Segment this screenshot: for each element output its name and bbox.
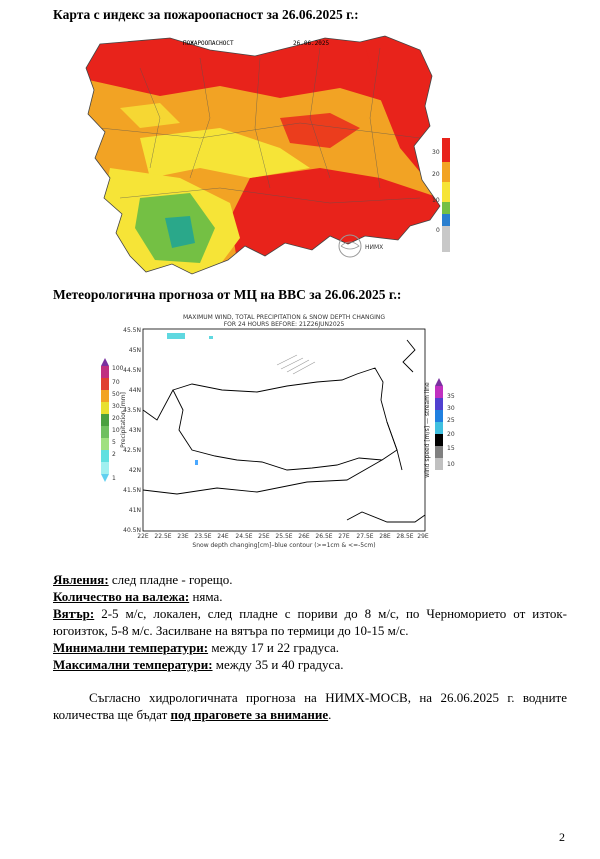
precip-legend-30: 30	[112, 403, 120, 410]
wind-line	[53, 605, 567, 639]
wind-label: Вятър:	[53, 606, 95, 621]
wind-axis-label: wind speed [m/s] — stream line	[424, 382, 431, 478]
fire-danger-map	[80, 28, 460, 278]
lat-tick: 43N	[128, 427, 141, 434]
met-map-svg	[97, 310, 472, 550]
wind-legend-15: 15	[447, 445, 455, 452]
precip-legend	[101, 358, 127, 482]
met-forecast-heading: Метеорологична прогноза от МЦ на ВВС за 26.06.2025 г.:	[53, 287, 402, 302]
lat-tick: 41N	[128, 507, 141, 514]
lon-tick: 26.5E	[315, 533, 333, 540]
fire-legend-20: 20	[432, 171, 440, 178]
hydro-end: .	[328, 707, 332, 722]
lon-tick: 27.5E	[356, 533, 374, 540]
lon-tick-labels	[137, 533, 429, 540]
hydro-forecast-paragraph	[53, 689, 567, 723]
met-map-caption: Snow depth changing[cm]–blue contour (>=1cm & <=-5cm)	[192, 542, 376, 549]
forecast-text	[53, 571, 567, 673]
fire-map-svg	[80, 28, 460, 278]
met-map-frame	[143, 329, 425, 531]
precip-legend-100: 100	[112, 365, 124, 372]
precip-legend-10: 10	[112, 427, 120, 434]
lon-tick: 24E	[217, 533, 229, 540]
lon-tick: 28.5E	[396, 533, 414, 540]
phenomena-label: Явления:	[53, 572, 109, 587]
precip-line	[53, 588, 567, 605]
lat-tick: 44.5N	[123, 367, 141, 374]
fire-map-title: ПОЖАРООПАСНОСТ	[183, 40, 234, 47]
met-map-title-line-1: MAXIMUM WIND, TOTAL PRECIPITATION & SNOW DEPTH CHANGING	[182, 314, 386, 321]
min-temp-value: между 17 и 22 градуса.	[208, 640, 340, 655]
precip-legend-70: 70	[112, 379, 120, 386]
wind-legend	[424, 378, 455, 478]
lon-tick: 28E	[379, 533, 391, 540]
fire-legend-30: 30	[432, 149, 440, 156]
lon-tick: 26E	[298, 533, 310, 540]
lon-tick: 23E	[177, 533, 189, 540]
wind-legend-35: 35	[447, 393, 455, 400]
wind-value: 2-5 м/с, локален, след пладне с пориви до 8 м/с, по Черноморието от изток-югоизток, 5-8 м/с. Засилване на вятъра по термици до 10-15 м/с.	[53, 606, 567, 638]
lon-tick: 22E	[137, 533, 149, 540]
min-temp-label: Минимални температури:	[53, 640, 209, 655]
lon-tick: 23.5E	[194, 533, 212, 540]
fire-map-legend	[432, 138, 450, 252]
min-temp-line	[53, 639, 567, 656]
precip-legend-20: 20	[112, 415, 120, 422]
fire-map-heading: Карта с индекс за пожароопасност за 26.06.2025 г.:	[53, 7, 359, 22]
met-forecast-map	[97, 310, 472, 550]
wind-legend-10: 10	[447, 461, 455, 468]
lat-tick: 42N	[128, 467, 141, 474]
lon-tick: 25.5E	[275, 533, 293, 540]
lon-tick: 24.5E	[235, 533, 253, 540]
precip-label: Количество на валежа:	[53, 589, 190, 604]
fire-legend-0: 0	[436, 227, 440, 234]
lon-tick: 22.5E	[154, 533, 172, 540]
phenomena-line	[53, 571, 567, 588]
max-temp-label: Максимални температури:	[53, 657, 213, 672]
wind-legend-30: 30	[447, 405, 455, 412]
lon-tick: 27E	[338, 533, 350, 540]
max-temp-value: между 35 и 40 градуса.	[212, 657, 344, 672]
lat-tick: 45N	[128, 347, 141, 354]
precip-axis-label: Precipitation [mm]	[120, 392, 127, 448]
lon-tick: 25E	[258, 533, 270, 540]
precip-value: няма.	[189, 589, 223, 604]
wind-legend-25: 25	[447, 417, 455, 424]
lat-tick: 42.5N	[123, 447, 141, 454]
fire-legend-10: 10	[432, 197, 440, 204]
nimh-logo-text: НИМХ	[365, 244, 384, 251]
lat-tick: 41.5N	[123, 487, 141, 494]
met-map-title-line-2: FOR 24 HOURS BEFORE: 21Z26JUN2025	[223, 321, 345, 328]
page-number: 2	[559, 830, 565, 844]
fire-map-date: 26.06.2025	[293, 40, 330, 47]
lat-tick: 40.5N	[123, 527, 141, 534]
lon-tick: 29E	[417, 533, 429, 540]
lat-tick: 43.5N	[123, 407, 141, 414]
precip-legend-2: 2	[112, 451, 116, 458]
hydro-emphasis: под праговете за внимание	[170, 707, 329, 722]
precip-legend-1: 1	[112, 475, 116, 482]
max-temp-line	[53, 656, 567, 673]
precip-legend-5: 5	[112, 439, 116, 446]
precip-legend-50: 50	[112, 391, 120, 398]
wind-legend-20: 20	[447, 431, 455, 438]
hydro-text: Съгласно хидрологичната прогноза на НИМХ-МОСВ, на 26.06.2025 г. водните количества ще бъдат	[53, 690, 567, 722]
phenomena-value: след пладне - горещо.	[108, 572, 233, 587]
lat-tick: 45.5N	[123, 327, 141, 334]
lat-tick: 44N	[128, 387, 141, 394]
